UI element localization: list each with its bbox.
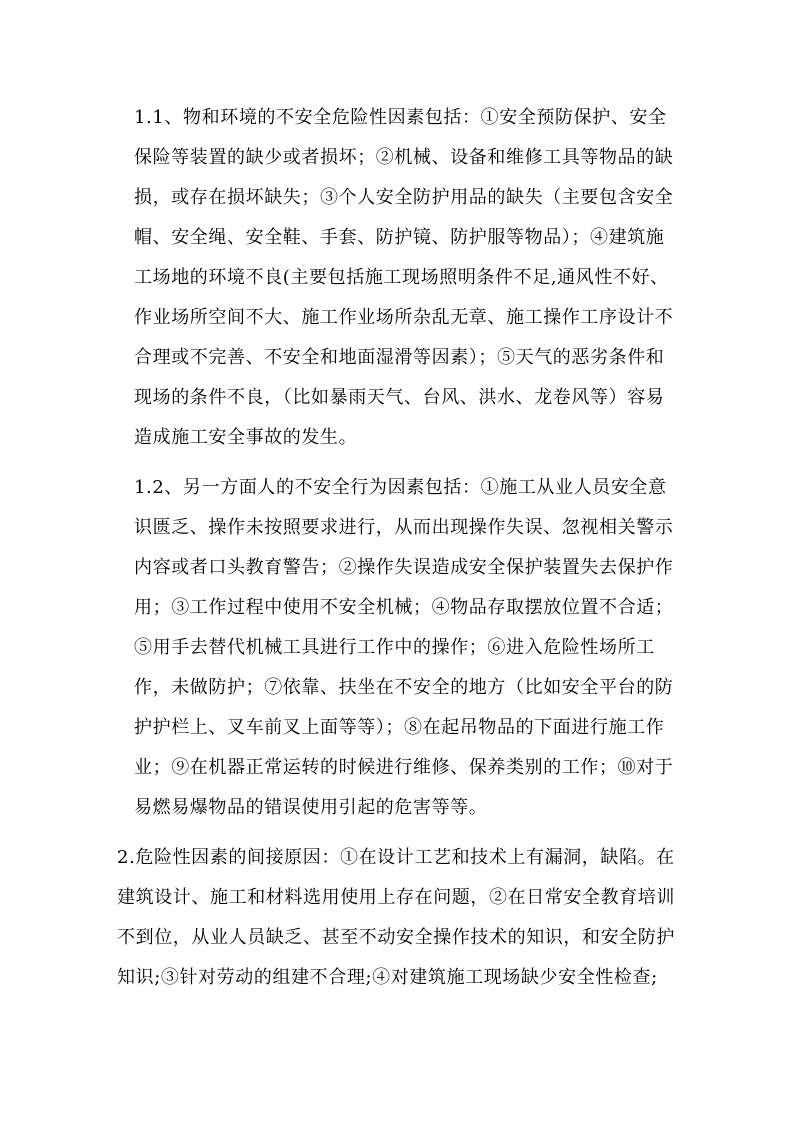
text-line: 不到位，从业人员缺乏、甚至不动安全操作技术的知识，和安全防护 xyxy=(117,927,675,948)
text-line: 现场的条件不良，（比如暴雨天气、台风、洪水、龙卷风等）容易 xyxy=(134,387,665,408)
text-line: 1.1、物和环境的不安全危险性因素包括：①安全预防保护、安全 xyxy=(134,107,667,128)
text-line: 业；⑨在机器正常运转的时候进行维修、保养类别的工作；⑩对于 xyxy=(134,757,674,778)
text-line: 2.危险性因素的间接原因：①在设计工艺和技术上有漏洞，缺陷。在 xyxy=(117,847,675,868)
text-line: 保险等装置的缺少或者损坏；②机械、设备和维修工具等物品的缺 xyxy=(134,147,674,168)
text-line: 损，或存在损坏缺失；③个人安全防护用品的缺失（主要包含安全 xyxy=(134,187,674,208)
text-line: 易燃易爆物品的错误使用引起的危害等等。 xyxy=(134,797,488,818)
text-line: 1.2、另一方面人的不安全行为因素包括：①施工从业人员安全意 xyxy=(134,477,667,498)
text-line: 作，未做防护；⑦依靠、扶坐在不安全的地方（比如安全平台的防 xyxy=(134,677,674,698)
text-line: 工场地的环境不良(主要包括施工现场照明条件不足,通风性不好、 xyxy=(134,267,669,288)
text-line: 内容或者口头教育警告；②操作失误造成安全保护装置失去保护作 xyxy=(134,557,674,578)
text-line: 护护栏上、叉车前叉上面等等）；⑧在起吊物品的下面进行施工作 xyxy=(134,717,665,738)
text-line: 合理或不完善、不安全和地面湿滑等因素）；⑤天气的恶劣条件和 xyxy=(134,347,665,368)
text-line: 造成施工安全事故的发生。 xyxy=(134,427,358,448)
text-line: ⑤用手去替代机械工具进行工作中的操作；⑥进入危险性场所工 xyxy=(134,637,655,658)
text-line: 识匮乏、操作未按照要求进行，从而出现操作失误、忽视相关警示 xyxy=(134,517,674,538)
text-line: 建筑设计、施工和材料选用使用上存在问题，②在日常安全教育培训 xyxy=(117,887,675,908)
text-line: 用；③工作过程中使用不安全机械；④物品存取摆放位置不合适； xyxy=(134,597,674,618)
text-line: 知识;③针对劳动的组建不合理;④对建筑施工现场缺少安全性检查; xyxy=(117,967,658,988)
text-line: 帽、安全绳、安全鞋、手套、防护镜、防护服等物品）；④建筑施 xyxy=(134,227,665,248)
text-line: 作业场所空间不大、施工作业场所杂乱无章、施工操作工序设计不 xyxy=(134,307,674,328)
